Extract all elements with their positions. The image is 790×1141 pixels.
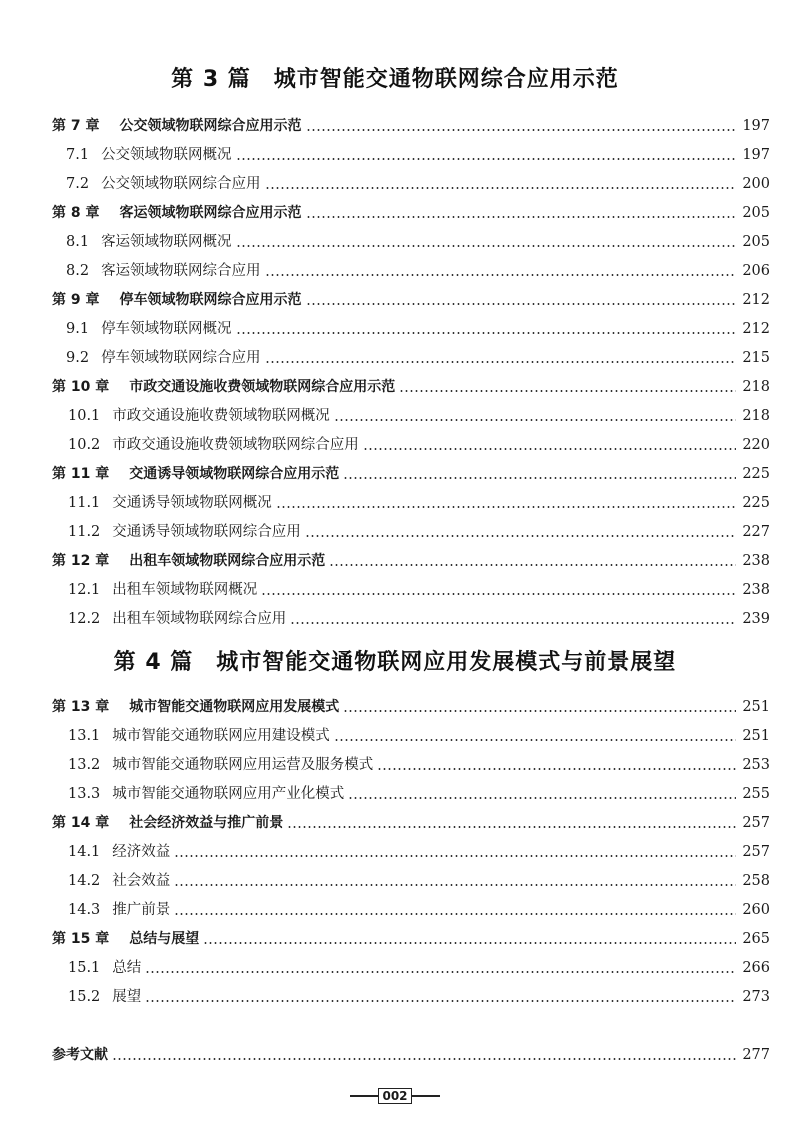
dot-leader <box>343 477 736 479</box>
page-number: 200 <box>742 176 770 192</box>
chapter-title: 市政交通设施收费领域物联网综合应用示范 <box>129 379 396 395</box>
toc-chapter-10[interactable] <box>52 370 770 396</box>
section-title: 交通诱导领域物联网概况 <box>112 495 272 511</box>
references-title: 参考文献 <box>52 1047 108 1063</box>
toc-section-8-2[interactable] <box>52 254 770 280</box>
dot-leader <box>265 274 737 276</box>
toc-chapter-8[interactable] <box>52 196 770 222</box>
footer-rule-left <box>350 1095 378 1097</box>
dot-leader <box>174 884 736 886</box>
toc-section-13-2[interactable] <box>52 748 770 774</box>
section-title: 经济效益 <box>112 844 171 860</box>
dot-leader <box>236 332 737 334</box>
chapter-number: 第 11 章 <box>52 466 110 482</box>
section-number: 13.3 <box>68 786 101 802</box>
footer-page-number: 002 <box>378 1088 411 1104</box>
section-title: 展望 <box>112 989 142 1005</box>
page-footer <box>0 1088 790 1104</box>
section-number: 10.2 <box>68 437 101 453</box>
section-title: 停车领域物联网综合应用 <box>101 350 261 366</box>
page-number: 218 <box>742 408 770 424</box>
dot-leader <box>334 739 737 741</box>
toc-chapter-11[interactable] <box>52 457 770 483</box>
dot-leader <box>174 855 736 857</box>
page-number: 218 <box>742 379 770 395</box>
page-number: 251 <box>742 728 770 744</box>
chapter-number: 第 14 章 <box>52 815 110 831</box>
page-number: 239 <box>742 611 770 627</box>
chapter-title: 社会经济效益与推广前景 <box>129 815 284 831</box>
page-number: 260 <box>742 902 770 918</box>
page-number: 206 <box>742 263 770 279</box>
chapter-number: 第 7 章 <box>52 118 100 134</box>
page-number: 225 <box>742 466 770 482</box>
dot-leader <box>363 448 737 450</box>
section-number: 14.1 <box>68 844 101 860</box>
page-number: 251 <box>742 699 770 715</box>
footer-rule-right <box>412 1095 440 1097</box>
page-number: 273 <box>742 989 770 1005</box>
toc-section-11-2[interactable] <box>52 515 770 541</box>
section-number: 11.2 <box>68 524 101 540</box>
section-title: 出租车领域物联网概况 <box>112 582 258 598</box>
section-number: 12.1 <box>68 582 101 598</box>
section-number: 7.1 <box>66 147 90 163</box>
section-title: 总结 <box>112 960 142 976</box>
page-number: 212 <box>742 321 770 337</box>
section-number: 9.2 <box>66 350 90 366</box>
section-number: 12.2 <box>68 611 101 627</box>
toc-section-15-1[interactable] <box>52 951 770 977</box>
chapter-number: 第 9 章 <box>52 292 100 308</box>
section-title: 城市智能交通物联网应用建设模式 <box>112 728 330 744</box>
toc-section-12-2[interactable] <box>52 602 770 628</box>
dot-leader <box>145 971 736 973</box>
section-number: 8.2 <box>66 263 90 279</box>
page-number: 205 <box>742 234 770 250</box>
page-number: 253 <box>742 757 770 773</box>
chapter-title: 交通诱导领域物联网综合应用示范 <box>129 466 340 482</box>
page-number: 277 <box>742 1047 770 1063</box>
toc-chapter-13[interactable] <box>52 690 770 716</box>
toc-section-14-2[interactable] <box>52 864 770 890</box>
chapter-number: 第 8 章 <box>52 205 100 221</box>
dot-leader <box>306 216 737 218</box>
section-title: 出租车领域物联网综合应用 <box>112 611 287 627</box>
dot-leader <box>306 303 737 305</box>
toc-chapter-7[interactable] <box>52 109 770 135</box>
dot-leader <box>265 361 737 363</box>
toc-chapter-14[interactable] <box>52 806 770 832</box>
dot-leader <box>348 797 736 799</box>
dot-leader <box>145 1000 736 1002</box>
section-number: 15.2 <box>68 989 101 1005</box>
toc-section-13-3[interactable] <box>52 777 770 803</box>
toc-section-11-1[interactable] <box>52 486 770 512</box>
section-number: 9.1 <box>66 321 90 337</box>
section-number: 10.1 <box>68 408 101 424</box>
chapter-title: 总结与展望 <box>129 931 200 947</box>
page-number: 238 <box>742 553 770 569</box>
toc-chapter-12[interactable] <box>52 544 770 570</box>
section-number: 13.1 <box>68 728 101 744</box>
chapter-number: 第 13 章 <box>52 699 110 715</box>
toc-section-15-2[interactable] <box>52 980 770 1006</box>
section-number: 14.3 <box>68 902 101 918</box>
chapter-number: 第 10 章 <box>52 379 110 395</box>
chapter-title: 城市智能交通物联网应用发展模式 <box>129 699 340 715</box>
section-title: 推广前景 <box>112 902 171 918</box>
dot-leader <box>306 129 737 131</box>
chapter-title: 出租车领域物联网综合应用示范 <box>129 553 326 569</box>
page-number: 227 <box>742 524 770 540</box>
page-number: 220 <box>742 437 770 453</box>
chapter-title: 公交领域物联网综合应用示范 <box>119 118 302 134</box>
dot-leader <box>276 506 737 508</box>
page-number: 205 <box>742 205 770 221</box>
dot-leader <box>290 622 736 624</box>
toc-section-8-1[interactable] <box>52 225 770 251</box>
page-number: 225 <box>742 495 770 511</box>
dot-leader <box>265 187 737 189</box>
section-title: 城市智能交通物联网应用运营及服务模式 <box>112 757 374 773</box>
chapter-title: 客运领域物联网综合应用示范 <box>119 205 302 221</box>
toc-section-10-2[interactable] <box>52 428 770 454</box>
toc-section-12-1[interactable] <box>52 573 770 599</box>
toc-chapter-9[interactable] <box>52 283 770 309</box>
dot-leader <box>399 390 736 392</box>
dot-leader <box>343 710 736 712</box>
section-number: 13.2 <box>68 757 101 773</box>
section-title: 公交领域物联网概况 <box>101 147 232 163</box>
page-number: 212 <box>742 292 770 308</box>
dot-leader <box>112 1058 736 1060</box>
page-number: 257 <box>742 815 770 831</box>
chapter-number: 第 12 章 <box>52 553 110 569</box>
page-number: 255 <box>742 786 770 802</box>
section-number: 15.1 <box>68 960 101 976</box>
section-number: 11.1 <box>68 495 101 511</box>
page-number: 257 <box>742 844 770 860</box>
toc-section-14-3[interactable] <box>52 893 770 919</box>
section-title: 市政交通设施收费领域物联网综合应用 <box>112 437 359 453</box>
part-3-title: 第 3 篇 城市智能交通物联网综合应用示范 <box>171 67 619 92</box>
dot-leader <box>261 593 736 595</box>
dot-leader <box>203 942 736 944</box>
page-number: 197 <box>742 147 770 163</box>
toc-section-9-2[interactable] <box>52 341 770 367</box>
toc-chapter-15[interactable] <box>52 922 770 948</box>
section-title: 交通诱导领域物联网综合应用 <box>112 524 301 540</box>
page-number: 266 <box>742 960 770 976</box>
section-title: 城市智能交通物联网应用产业化模式 <box>112 786 345 802</box>
page-number: 238 <box>742 582 770 598</box>
dot-leader <box>329 564 736 566</box>
section-number: 14.2 <box>68 873 101 889</box>
dot-leader <box>377 768 736 770</box>
toc-section-7-1[interactable] <box>52 138 770 164</box>
dot-leader <box>287 826 736 828</box>
toc-section-9-1[interactable] <box>52 312 770 338</box>
section-number: 8.1 <box>66 234 90 250</box>
toc-section-14-1[interactable] <box>52 835 770 861</box>
chapter-number: 第 15 章 <box>52 931 110 947</box>
part-4-title: 第 4 篇 城市智能交通物联网应用发展模式与前景展望 <box>113 650 677 675</box>
section-number: 7.2 <box>66 176 90 192</box>
section-title: 停车领域物联网概况 <box>101 321 232 337</box>
dot-leader <box>334 419 737 421</box>
dot-leader <box>174 913 736 915</box>
dot-leader <box>305 535 737 537</box>
chapter-title: 停车领域物联网综合应用示范 <box>119 292 302 308</box>
section-title: 客运领域物联网概况 <box>101 234 232 250</box>
toc-references[interactable] <box>52 1038 770 1064</box>
page-number: 265 <box>742 931 770 947</box>
section-title: 社会效益 <box>112 873 171 889</box>
dot-leader <box>236 158 737 160</box>
toc-section-10-1[interactable] <box>52 399 770 425</box>
section-title: 市政交通设施收费领域物联网概况 <box>112 408 330 424</box>
toc-section-7-2[interactable] <box>52 167 770 193</box>
page-number: 215 <box>742 350 770 366</box>
page-number: 197 <box>742 118 770 134</box>
dot-leader <box>236 245 737 247</box>
toc-section-13-1[interactable] <box>52 719 770 745</box>
page-number: 258 <box>742 873 770 889</box>
section-title: 客运领域物联网综合应用 <box>101 263 261 279</box>
section-title: 公交领域物联网综合应用 <box>101 176 261 192</box>
